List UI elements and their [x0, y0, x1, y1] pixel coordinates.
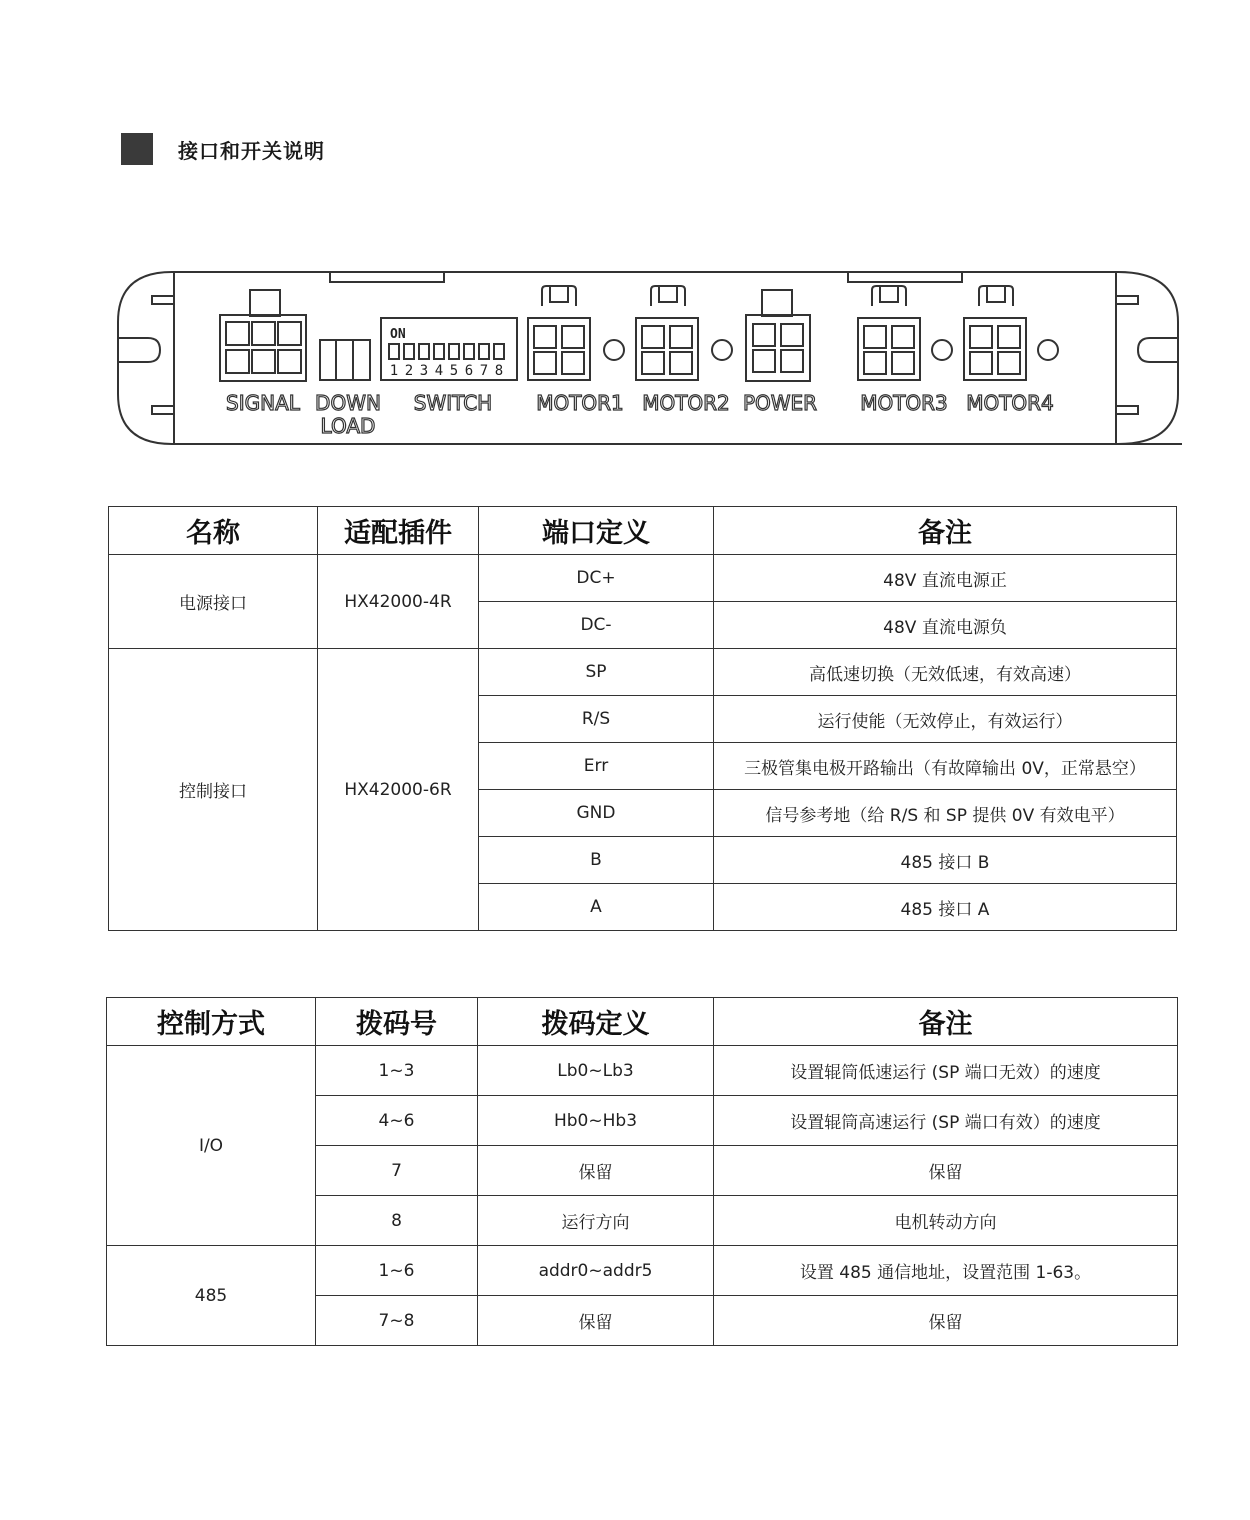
dip-def: 运行方向 [478, 1196, 714, 1246]
dip-def: 保留 [478, 1296, 714, 1346]
motor4-connector [964, 286, 1058, 380]
label-download: DOWN [315, 391, 381, 415]
section-marker [121, 133, 153, 165]
port-def: DC- [479, 602, 714, 649]
dip-switch-table [106, 997, 1178, 1346]
dip-note: 电机转动方向 [714, 1196, 1178, 1246]
table-row [107, 1046, 1178, 1096]
device-panel-diagram [110, 262, 1190, 452]
dip-number: 3 [419, 363, 429, 379]
dip-def: 保留 [478, 1146, 714, 1196]
dip-number: 5 [449, 363, 459, 379]
control-mode: I/O [107, 1046, 316, 1246]
dip-def: Hb0~Hb3 [478, 1096, 714, 1146]
table-row [107, 1246, 1178, 1296]
interface-name: 电源接口 [109, 555, 318, 649]
header-port: 端口定义 [479, 507, 714, 555]
dip-note: 设置辊筒高速运行 (SP 端口有效）的速度 [714, 1096, 1178, 1146]
port-note: 运行使能（无效停止，有效运行） [714, 696, 1177, 743]
dip-number: 1~3 [316, 1046, 478, 1096]
header-name: 名称 [109, 507, 318, 555]
port-def: SP [479, 649, 714, 696]
dip-note: 设置 485 通信地址，设置范围 1-63。 [714, 1246, 1178, 1296]
port-note: 三极管集电极开路输出（有故障输出 0V，正常悬空） [714, 743, 1177, 790]
dip-def: Lb0~Lb3 [478, 1046, 714, 1096]
label-power: POWER [742, 391, 818, 415]
port-def: B [479, 837, 714, 884]
header-plug: 适配插件 [318, 507, 479, 555]
table-header-row [107, 998, 1178, 1046]
motor1-connector [528, 286, 624, 380]
header-dip-def: 拨码定义 [478, 998, 714, 1046]
download-port [320, 340, 370, 380]
label-motor3: MOTOR3 [860, 391, 948, 415]
dip-on-label: ON [390, 327, 406, 342]
port-def: R/S [479, 696, 714, 743]
header-note: 备注 [714, 998, 1178, 1046]
dip-note: 保留 [714, 1146, 1178, 1196]
dip-note: 保留 [714, 1296, 1178, 1346]
power-connector [746, 290, 810, 381]
dip-number: 1 [389, 363, 399, 379]
dip-number: 8 [494, 363, 504, 379]
plug-model: HX42000-4R [318, 555, 479, 649]
port-note: 48V 直流电源负 [714, 602, 1177, 649]
motor3-connector [858, 286, 952, 380]
dip-number: 7 [316, 1146, 478, 1196]
port-note: 485 接口 B [714, 837, 1177, 884]
dip-number: 8 [316, 1196, 478, 1246]
label-motor1: MOTOR1 [536, 391, 624, 415]
label-switch: SWITCH [413, 391, 493, 415]
control-mode: 485 [107, 1246, 316, 1346]
interface-table [108, 506, 1177, 931]
port-def: Err [479, 743, 714, 790]
table-header-row [109, 507, 1177, 555]
motor2-connector [636, 286, 732, 380]
label-download: LOAD [320, 414, 376, 438]
section-title: 接口和开关说明 [178, 138, 325, 163]
dip-number: 4~6 [316, 1096, 478, 1146]
dip-number: 6 [464, 363, 474, 379]
dip-note: 设置辊筒低速运行 (SP 端口无效）的速度 [714, 1046, 1178, 1096]
signal-connector [220, 290, 306, 381]
header-control-mode: 控制方式 [107, 998, 316, 1046]
dip-number: 2 [404, 363, 414, 379]
port-note: 信号参考地（给 R/S 和 SP 提供 0V 有效电平） [714, 790, 1177, 837]
dip-def: addr0~addr5 [478, 1246, 714, 1296]
interface-name: 控制接口 [109, 649, 318, 931]
dip-number: 7 [479, 363, 489, 379]
dip-number: 4 [434, 363, 444, 379]
header-dip-number: 拨码号 [316, 998, 478, 1046]
table-row [109, 649, 1177, 696]
dip-number: 7~8 [316, 1296, 478, 1346]
label-motor2: MOTOR2 [642, 391, 730, 415]
label-signal: SIGNAL [226, 391, 300, 415]
port-note: 48V 直流电源正 [714, 555, 1177, 602]
port-def: GND [479, 790, 714, 837]
dip-number: 1~6 [316, 1246, 478, 1296]
table-row [109, 555, 1177, 602]
port-note: 485 接口 A [714, 884, 1177, 931]
label-motor4: MOTOR4 [966, 391, 1054, 415]
port-note: 高低速切换（无效低速，有效高速） [714, 649, 1177, 696]
port-def: DC+ [479, 555, 714, 602]
port-def: A [479, 884, 714, 931]
section-header [121, 133, 325, 165]
plug-model: HX42000-6R [318, 649, 479, 931]
header-note: 备注 [714, 507, 1177, 555]
